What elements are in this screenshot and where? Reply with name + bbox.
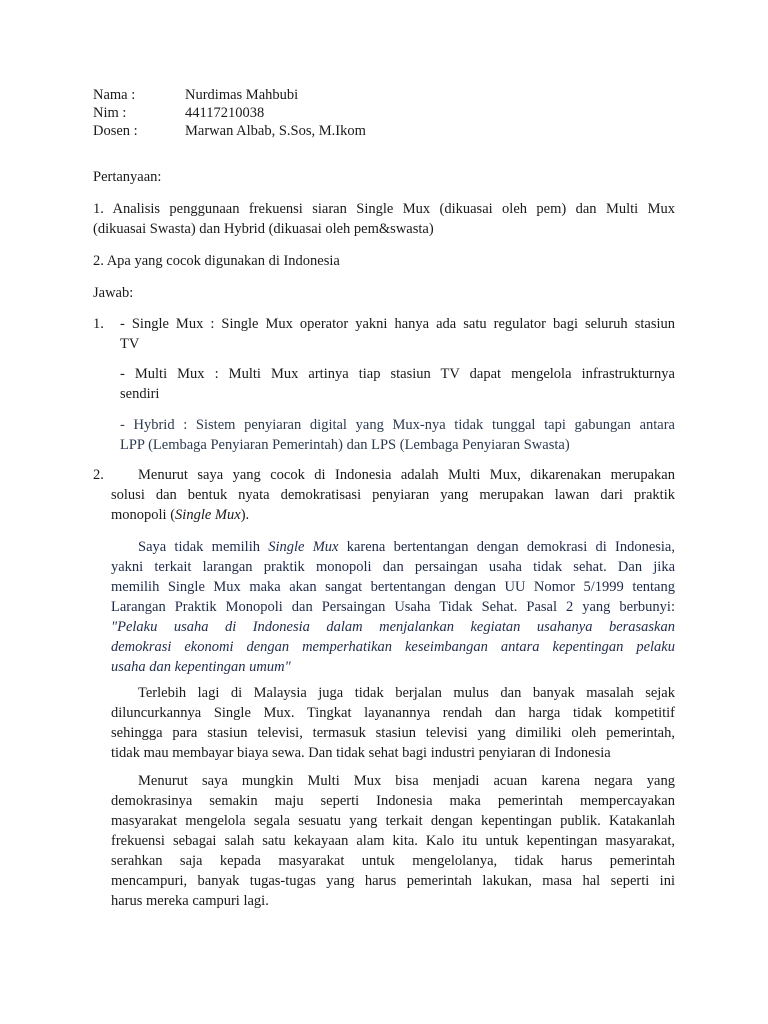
answer-2-intro — [111, 465, 675, 525]
paragraph-multi-mux-reference — [111, 771, 675, 911]
paragraph-line: frekuensi sebagai salah satu kekayaan alam kita. Kalo itu untuk kepentingan masyarakat, — [111, 833, 675, 849]
question-1 — [93, 199, 675, 239]
nim-row — [93, 104, 366, 122]
answer-multi-mux-line: - Multi Mux : Multi Mux artinya tiap stasiun TV dapat mengelola infrastrukturnya — [120, 366, 675, 382]
pertanyaan-label: Pertanyaan: — [93, 169, 162, 185]
answer-2-intro-line: Menurut saya yang cocok di Indonesia adalah Multi Mux, dikarenakan merupakan — [138, 467, 675, 483]
answer-hybrid-line: - Hybrid : Sistem penyiaran digital yang Mux-nya tidak tunggal tapi gabungan antara — [120, 417, 675, 433]
paragraph-line: yakni terkait larangan praktik monopoli dan persaingan usaha tidak sehat. Dan jika — [111, 559, 675, 575]
paragraph-line: Saya tidak memilih Single Mux karena bertentangan dengan demokrasi di Indonesia, — [138, 539, 675, 555]
answer-single-mux-line: - Single Mux : Single Mux operator yakni hanya ada satu regulator bagi seluruh stasiun — [120, 316, 675, 332]
student-info — [93, 86, 366, 140]
nim-label: Nim : — [93, 105, 127, 121]
paragraph-line: diluncurkannya Single Mux. Tingkat layanannya rendah dan harga tidak kompetitif — [111, 705, 675, 721]
answer-single-mux-line: TV — [120, 336, 140, 352]
nama-row — [93, 86, 366, 104]
paragraph-malaysia — [111, 683, 675, 763]
answer-2-number: 2. — [93, 467, 104, 483]
answer-single-mux — [120, 314, 675, 354]
paragraph-line: Menurut saya mungkin Multi Mux bisa menjadi acuan karena negara yang — [138, 773, 675, 789]
answer-2-intro-line: monopoli (Single Mux). — [111, 507, 250, 523]
paragraph-line: demokrasinya semakin maju seperti Indonesia maka pemerintah mempercayakan — [111, 793, 675, 809]
paragraph-line: Larangan Praktik Monopoli dan Persaingan Usaha Tidak Sehat. Pasal 2 yang berbunyi: — [111, 599, 675, 615]
dosen-value: Marwan Albab, S.Sos, M.Ikom — [185, 123, 366, 139]
paragraph-line: mencampuri, banyak tugas-tugas yang harus pemerintah lakukan, masa hal seperti ini — [111, 873, 675, 889]
dosen-label: Dosen : — [93, 123, 138, 139]
quote-line: usaha dan kepentingan umum" — [111, 659, 291, 675]
question-2: 2. Apa yang cocok digunakan di Indonesia — [93, 253, 340, 269]
answer-1-number: 1. — [93, 316, 104, 332]
paragraph-line: serahkan saja kepada masyarakat untuk mengelolanya, tidak harus pemerintah — [111, 853, 675, 869]
answer-hybrid — [120, 415, 675, 455]
answer-2-intro-line: solusi dan bentuk nyata demokratisasi penyiaran yang merupakan lawan dari praktik — [111, 487, 675, 503]
nama-value: Nurdimas Mahbubi — [185, 87, 299, 103]
quote-line: "Pelaku usaha di Indonesia dalam menjalankan kegiatan usahanya berasaskan — [111, 619, 675, 635]
jawab-label: Jawab: — [93, 285, 134, 301]
paragraph-line: Terlebih lagi di Malaysia juga tidak berjalan mulus dan banyak masalah sejak — [138, 685, 675, 701]
paragraph-single-mux-rejection — [111, 537, 675, 677]
dosen-row — [93, 122, 366, 140]
paragraph-line: masyarakat mengelola segala sesuatu yang terkait dengan kepentingan publik. Katakanlah — [111, 813, 675, 829]
answer-hybrid-line: LPP (Lembaga Penyiaran Pemerintah) dan LPS (Lembaga Penyiaran Swasta) — [120, 437, 570, 453]
nama-label: Nama : — [93, 87, 136, 103]
quote-line: demokrasi ekonomi dengan memperhatikan keseimbangan antara kepentingan pelaku — [111, 639, 675, 655]
answer-multi-mux-line: sendiri — [120, 386, 160, 402]
nim-value: 44117210038 — [185, 105, 265, 121]
paragraph-line: harus mereka campuri lagi. — [111, 893, 269, 909]
paragraph-line: sehingga para stasiun televisi, termasuk stasiun televisi yang dimiliki oleh pemerintah, — [111, 725, 675, 741]
question-1-line: (dikuasai Swasta) dan Hybrid (dikuasai oleh pem&swasta) — [93, 221, 434, 237]
paragraph-line: memilih Single Mux maka akan sangat bertentangan dengan UU Nomor 5/1999 tentang — [111, 579, 675, 595]
answer-multi-mux — [120, 364, 675, 404]
question-1-line: 1. Analisis penggunaan frekuensi siaran Single Mux (dikuasai oleh pem) dan Multi Mux — [93, 201, 675, 217]
paragraph-line: tidak mau membayar biaya sewa. Dan tidak sehat bagi industri penyiaran di Indonesia — [111, 745, 611, 761]
